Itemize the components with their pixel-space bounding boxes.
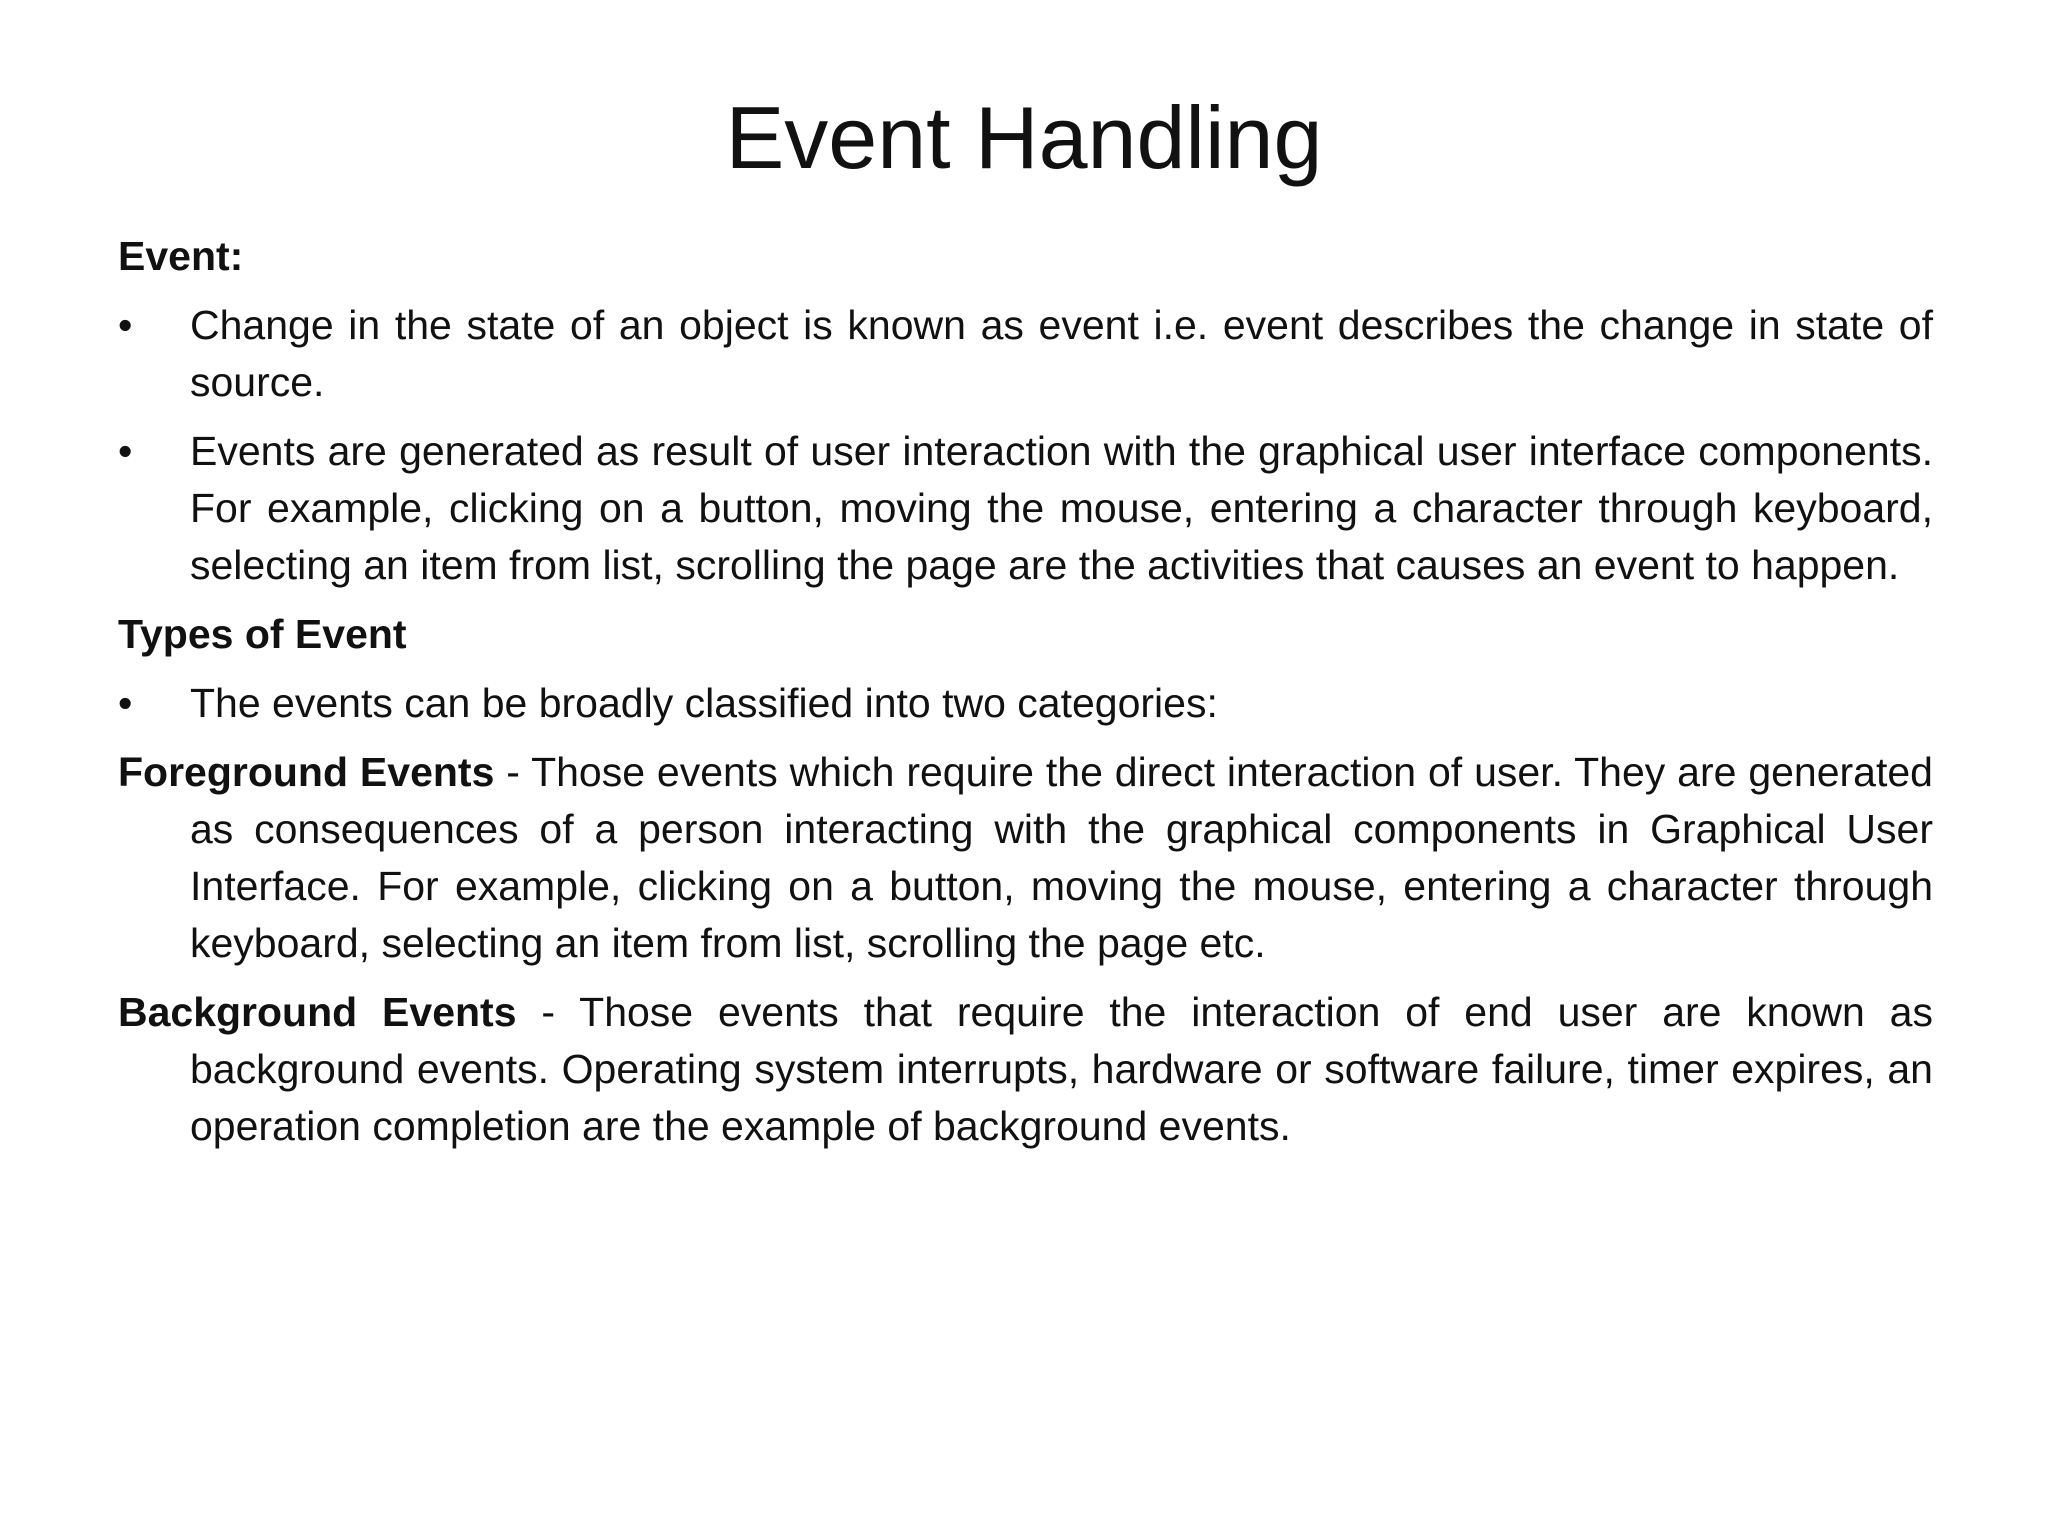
bullet-icon: • xyxy=(118,302,133,348)
bullet-icon: • xyxy=(118,680,133,726)
types-bullet-text: The events can be broadly classified into two categories: xyxy=(190,680,1218,726)
background-events-term: Background Events xyxy=(118,989,517,1035)
slide-title: Event Handling xyxy=(725,88,1323,187)
event-bullet-2-text: Events are generated as result of user interaction with the graphical user interface components. For example, clicking on a button, moving the mouse, entering a character through keyboard, selecting an item from list, scrolling the page are the activities that causes an event to happen. xyxy=(190,428,1933,588)
event-bullet-2 xyxy=(118,423,1933,594)
foreground-events-paragraph xyxy=(118,744,1933,972)
types-bullet xyxy=(118,675,1933,732)
bullet-icon: • xyxy=(118,428,133,474)
types-heading: Types of Event xyxy=(118,611,407,657)
foreground-events-term: Foreground Events xyxy=(118,749,495,795)
background-events-text: - Those events that require the interaction of end user are known as background events. Operating system interrupts, hardware or software failure, timer expires, an operation completion are the example of background events. xyxy=(190,989,1933,1149)
event-bullet-1 xyxy=(118,297,1933,411)
background-events-paragraph xyxy=(118,984,1933,1155)
slide-body xyxy=(118,228,1933,1167)
event-bullet-1-text: Change in the state of an object is known as event i.e. event describes the change in state of source. xyxy=(190,302,1933,405)
event-heading: Event: xyxy=(118,233,244,279)
foreground-events-text: - Those events which require the direct interaction of user. They are generated as consequences of a person interacting with the graphical components in Graphical User Interface. For example, clicking on a button, moving the mouse, entering a character through keyboard, selecting an item from list, scrolling the page etc. xyxy=(190,749,1933,966)
